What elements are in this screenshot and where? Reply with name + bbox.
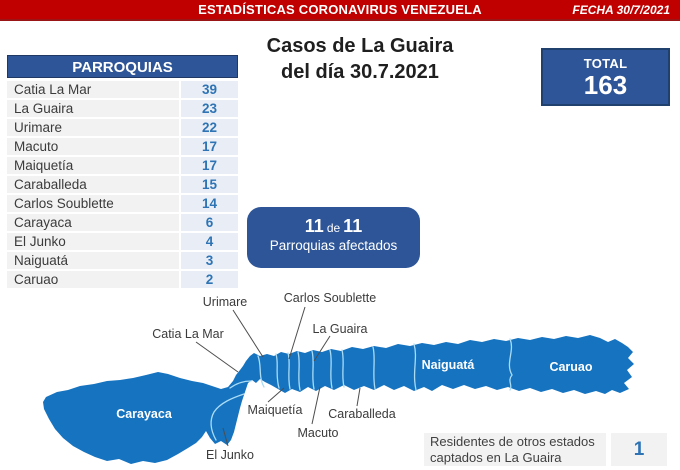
parish-name: Caruao [7, 271, 179, 288]
parroquias-table [7, 55, 238, 290]
map-label-maiquetia: Maiquetía [247, 403, 303, 417]
table-row [7, 252, 238, 269]
leader-maiquetia [268, 388, 284, 402]
map-label-caraballeda: Caraballeda [328, 407, 396, 421]
parroquias-table-body [7, 81, 238, 288]
table-row [7, 214, 238, 231]
parish-name: Naiguatá [7, 252, 179, 269]
top-bar-title: ESTADÍSTICAS CORONAVIRUS VENEZUELA [198, 2, 482, 17]
map-label-la-guaira: La Guaira [312, 322, 368, 336]
table-row [7, 233, 238, 250]
parish-name: Urimare [7, 119, 179, 136]
affected-count: 11 [304, 216, 324, 236]
leader-urimare [233, 310, 263, 357]
parish-name: Catia La Mar [7, 81, 179, 98]
parish-count: 39 [181, 81, 238, 98]
top-bar [0, 0, 680, 21]
parish-name: Maiquetía [7, 157, 179, 174]
parish-name: Carayaca [7, 214, 179, 231]
parish-count: 23 [181, 100, 238, 117]
parish-count: 15 [181, 176, 238, 193]
parish-count: 17 [181, 157, 238, 174]
map-label-naiguata: Naiguatá [421, 358, 475, 372]
parish-count: 6 [181, 214, 238, 231]
leader-catia-la-mar [196, 342, 238, 372]
map-label-macuto: Macuto [297, 426, 339, 440]
leader-caraballeda [357, 388, 360, 406]
total-box [541, 48, 670, 106]
parish-name: Caraballeda [7, 176, 179, 193]
parish-name: Carlos Soublette [7, 195, 179, 212]
affected-total: 11 [343, 216, 363, 236]
table-row [7, 271, 238, 288]
footer-note [424, 433, 606, 466]
table-row [7, 195, 238, 212]
footer-note-line1: Residentes de otros estados [430, 434, 595, 449]
affected-box [247, 207, 420, 268]
map-label-el-junko: El Junko [206, 448, 254, 462]
affected-count-line [247, 216, 420, 237]
table-row [7, 81, 238, 98]
table-row [7, 138, 238, 155]
footer-note-value: 1 [611, 433, 667, 466]
parroquias-table-header: PARROQUIAS [7, 55, 238, 78]
parish-count: 22 [181, 119, 238, 136]
page-title-line1: Casos de La Guaira [266, 35, 454, 57]
parish-name: La Guaira [7, 100, 179, 117]
total-label: TOTAL [583, 56, 628, 71]
map-label-carayaca: Carayaca [116, 407, 172, 421]
affected-connector: de [326, 221, 341, 235]
parish-name: El Junko [7, 233, 179, 250]
top-bar-date: FECHA 30/7/2021 [572, 3, 670, 17]
table-row [7, 119, 238, 136]
parish-count: 2 [181, 271, 238, 288]
total-value: 163 [583, 70, 628, 100]
parish-name: Macuto [7, 138, 179, 155]
page-title-line2: del día 30.7.2021 [281, 61, 439, 83]
parish-count: 17 [181, 138, 238, 155]
map-label-caruao: Caruao [549, 360, 593, 374]
leader-macuto [312, 387, 320, 424]
table-row [7, 157, 238, 174]
table-row [7, 176, 238, 193]
parish-count: 4 [181, 233, 238, 250]
map-label-urimare: Urimare [202, 295, 248, 309]
footer-note-line2: captados en La Guaira [430, 450, 562, 465]
parish-count: 14 [181, 195, 238, 212]
map-label-catia-la-mar: Catia La Mar [152, 327, 224, 341]
page-title [248, 33, 472, 85]
parish-count: 3 [181, 252, 238, 269]
affected-caption: Parroquias afectados [269, 238, 398, 253]
table-row [7, 100, 238, 117]
map-label-carlos-soublette: Carlos Soublette [283, 291, 377, 305]
